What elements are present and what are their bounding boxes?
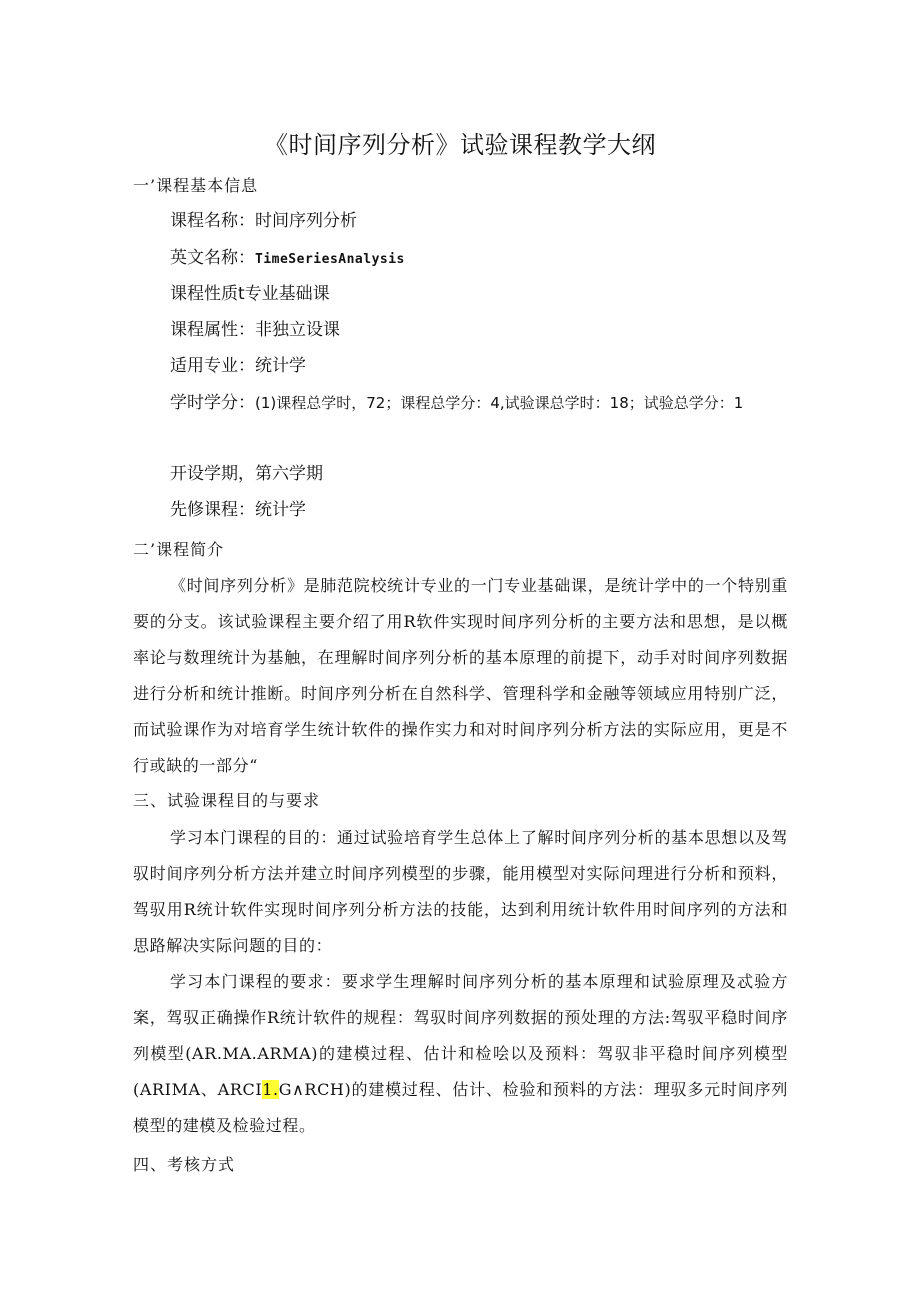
applicable-major-line — [170, 353, 306, 379]
section-heading-basic-info: 一’课程基本信息 — [133, 176, 259, 195]
course-nature-value: 专业基础课 — [244, 284, 330, 304]
requirements-text-start: 学习本门课程的要求：要求学生理解时间序列分析的基本原理和试验原理及忒验方案，驾驭正确操作R统计软件的规程：驾驭时间序列数据的预处理的方法:驾驭平稳时间序列模型(AR.MA.ARMA)的建模过程、估计和检哙以及预料：驾驭非平稳时间序列模型(ARIMA、ARCI — [133, 972, 788, 1099]
course-nature-line — [170, 281, 330, 307]
applicable-major-label: 适用专业： — [170, 356, 255, 376]
english-name-label: 英文名称： — [170, 248, 255, 268]
prerequisite-value: 统计学 — [255, 500, 306, 520]
highlighted-text: 1. — [262, 1080, 279, 1099]
objectives-paragraph: 学习本门课程的目的：通过试验培育学生总体上了解时间序列分析的基本思想以及驾驭时间序列分析方法并建立时间序列模型的步骤，能用模型对实际问理进行分析和预料，驾驭用R统计软件实现时间序列分析方法的技能，达到利用统计软件用时间序列的方法和思路解决实际问题的目的： — [133, 828, 788, 955]
applicable-major-value: 统计学 — [255, 356, 306, 376]
course-attribute-label: 课程属性： — [170, 320, 255, 340]
course-name-line — [170, 208, 357, 234]
section-heading-intro: 二’课程简介 — [133, 540, 225, 559]
course-name-value: 时间序列分析 — [255, 211, 357, 231]
requirements-text-end: G∧RCH)的建模过程、估计、检验和预料的方法：理驭多元时间序列模型的建模及检验过程。 — [133, 1080, 788, 1135]
document-title: 《时间序列分析》试验课程教学大纲 — [264, 131, 656, 159]
course-attribute-line — [170, 317, 340, 343]
course-attribute-value: 非独立设课 — [255, 320, 340, 340]
prerequisite-line — [170, 497, 306, 523]
section-heading-objectives: 三、试验课程目的与要求 — [133, 791, 321, 810]
course-name-label: 课程名称： — [170, 211, 255, 231]
requirements-paragraph — [133, 964, 788, 1144]
english-name-line — [170, 245, 405, 273]
section-heading-assessment: 四、考核方式 — [133, 1155, 236, 1174]
hours-credits-label: 学时学分： — [170, 393, 255, 413]
course-intro-paragraph: 《时间序列分析》是肺范院校统计专业的一门专业基础课，是统计学中的一个特别重要的分支。该试验课程主要介绍了用R软件实现时间序列分析的主要方法和思想，是以概率论与数理统计为基触，在理解时间序列分析的基本原理的前提下，动手对时间序列数据进行分析和统计推断。时间序列分析在自然科学、管理科学和金融等领域应用特别广泛，而试验课作为对培育学生统计软件的操作实力和对时间序列分析方法的实际应用，更是不行或缺的一部分“ — [133, 576, 788, 775]
hours-credits-line — [133, 385, 793, 421]
course-nature-label: 课程性质t — [170, 284, 245, 304]
english-name-value: TimeSeriesAnalysis — [255, 252, 405, 267]
hours-credits-value: (1)课程总学时，72；课程总学分：4,试验课总学时：18；试验总学分：1 — [255, 394, 744, 412]
semester-line: 开设学期，第六学期 — [170, 464, 323, 484]
prerequisite-label: 先修课程： — [170, 500, 255, 520]
